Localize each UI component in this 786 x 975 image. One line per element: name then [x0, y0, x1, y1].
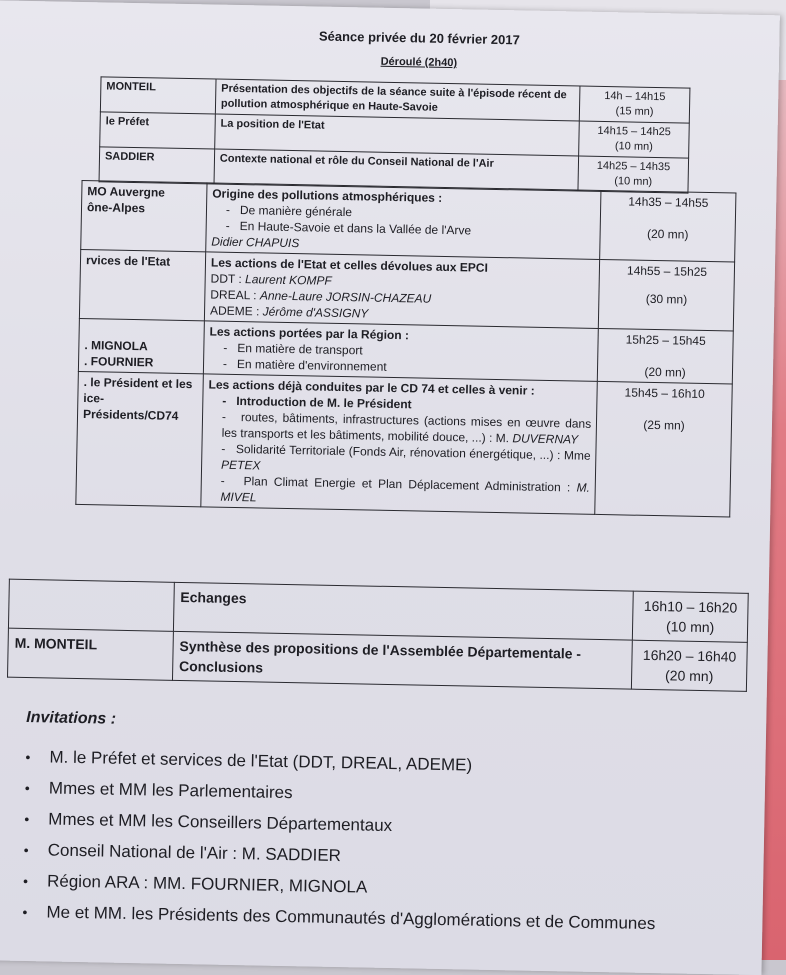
invitations-list — [22, 741, 658, 939]
list-item-text: En matière d'environnement — [236, 357, 387, 374]
bullet-icon: • — [22, 872, 29, 889]
list-item: - De manière générale — [225, 202, 353, 220]
presenter-name: Laurent KOMPF — [244, 272, 332, 288]
presenter-name: Didier CHAPUIS — [211, 234, 300, 251]
table-row — [81, 180, 736, 262]
speaker-line: ône-Alpes — [86, 200, 146, 216]
list-item-text: En Haute-Savoie et dans la Vallée de l'Arve — [239, 219, 472, 238]
content-cell: La position de l'Etat — [215, 114, 580, 156]
time-range: 14h55 – 15h25 — [626, 263, 708, 280]
bullet-icon: • — [23, 841, 29, 858]
list-item: - Solidarité Territoriale (Fonds Air, rénovation énergétique, ...) : Mme PETEX — [220, 441, 591, 473]
time-cell — [579, 121, 689, 158]
presenter-name: DUVERNAY — [512, 431, 579, 447]
presenter-name: M. MIVEL — [220, 480, 591, 505]
duration: (20 mn) — [644, 364, 686, 380]
time-cell — [597, 328, 733, 384]
duration: (10 mn) — [614, 175, 653, 188]
list-item-text: Région ARA : MM. FOURNIER, MIGNOLA — [46, 870, 368, 897]
content-cell — [203, 321, 598, 382]
list-item: - En matière de transport — [223, 340, 363, 358]
content-heading: Les actions déjà conduites par le CD 74 et celles à venir : — [208, 377, 535, 398]
content-cell: Présentation des objectifs de la séance suite à l'épisode récent de pollution atmosphérique en Haute-Savoie — [215, 79, 580, 121]
table-row — [76, 371, 732, 517]
speaker-cell: M. MONTEIL — [8, 628, 174, 680]
agenda-table-2 — [75, 180, 736, 518]
speaker-line: MO Auvergne — [87, 184, 166, 200]
speaker-cell — [81, 180, 207, 251]
content-heading: Les actions de l'Etat et celles dévolues aux EPCI — [210, 255, 488, 275]
content-cell: Echanges — [173, 582, 633, 640]
speaker-cell — [78, 318, 204, 373]
duration: (10 mn) — [614, 140, 653, 153]
content-cell — [206, 183, 602, 260]
speaker-line: . le Président et les — [83, 375, 193, 392]
time-range: 14h – 14h15 — [604, 90, 666, 104]
time-cell — [595, 381, 732, 517]
content-cell: Synthèse des propositions de l'Assemblée Départementale - Conclusions — [172, 631, 632, 689]
time-cell — [600, 190, 736, 262]
agenda-table-1 — [99, 76, 691, 193]
time-cell — [599, 259, 735, 331]
time-range: 14h15 – 14h25 — [597, 124, 671, 139]
speaker-line: . MIGNOLA — [84, 338, 148, 354]
duration: (20 mn) — [664, 667, 714, 685]
presenter-label: ADEME : — [209, 303, 260, 319]
list-item-text: M. le Préfet et services de l'Etat (DDT, DREAL, ADEME) — [49, 746, 473, 775]
list-item-text: Introduction de M. le Président — [236, 393, 412, 412]
list-item-text: Mmes et MM les Conseillers Départementaux — [48, 808, 393, 835]
table-row — [79, 249, 734, 331]
time-range: 16h10 – 16h20 — [643, 597, 738, 616]
list-item: - En matière d'environnement — [222, 356, 387, 374]
list-item: - routes, bâtiments, infrastructures (actions mises en œuvre dans les transports et les bâtiments, mobilité douce, ...) : M. DUVERNAY — [221, 409, 592, 447]
list-item-text: Solidarité Territoriale (Fonds Air, rénovation énergétique, ...) : Mme — [235, 441, 591, 463]
presenter-name: PETEX — [220, 457, 261, 473]
speaker-cell: le Préfet — [100, 112, 216, 149]
presenter-name: Jérôme d'ASSIGNY — [262, 304, 369, 321]
content-heading: Origine des pollutions atmosphériques : — [212, 186, 443, 205]
bullet-icon: • — [24, 810, 30, 827]
presenter-label: DDT : — [210, 271, 242, 287]
list-item: - Introduction de M. le Président — [222, 393, 412, 412]
presenter-name: Anne-Laure JORSIN-CHAZEAU — [259, 288, 432, 306]
page-subtitle: Déroulé (2h40) — [380, 55, 458, 70]
page-title: Séance privée du 20 février 2017 — [318, 28, 520, 48]
list-item: - En Haute-Savoie et dans la Vallée de l'Arve — [225, 218, 472, 238]
presenter-label: DREAL : — [210, 287, 257, 303]
speaker-line: . FOURNIER — [83, 354, 154, 370]
agenda-table-3 — [7, 579, 749, 692]
content-cell — [201, 374, 598, 515]
list-item-text: De manière générale — [239, 203, 353, 220]
invitations-title: Invitations : — [26, 709, 117, 728]
bullet-icon: • — [24, 779, 30, 796]
speaker-cell — [76, 371, 203, 506]
speaker-cell: SADDIER — [99, 147, 215, 184]
duration: (15 mn) — [615, 105, 654, 118]
content-cell: Contexte national et rôle du Conseil National de l'Air — [214, 149, 579, 191]
duration: (25 mn) — [643, 417, 685, 433]
content-heading: Les actions portées par la Région : — [209, 324, 410, 343]
time-cell — [578, 156, 688, 193]
list-item-text: Mmes et MM les Parlementaires — [48, 777, 293, 802]
speaker-cell: rvices de l'Etat — [79, 249, 205, 320]
speaker-line: ice-Présidents/CD74 — [82, 391, 179, 423]
list-item-text: Conseil National de l'Air : M. SADDIER — [47, 839, 342, 865]
time-range: 14h35 – 14h55 — [628, 194, 709, 211]
time-range: 15h25 – 15h45 — [625, 332, 706, 348]
list-item-text: Plan Climat Energie et Plan Déplacement Administration : — [243, 474, 571, 495]
duration: (10 mn) — [665, 618, 715, 636]
speaker-cell — [8, 579, 174, 631]
bullet-icon: • — [22, 903, 28, 920]
time-cell — [631, 640, 747, 691]
duration: (30 mn) — [645, 291, 688, 307]
time-cell — [579, 86, 689, 123]
time-cell — [632, 591, 748, 642]
content-cell — [204, 252, 600, 329]
time-range: 14h25 – 14h35 — [596, 159, 671, 174]
list-item: - Plan Climat Energie et Plan Déplacement Administration : M. MIVEL — [220, 473, 591, 505]
time-range: 16h20 – 16h40 — [642, 646, 737, 665]
bullet-icon: • — [25, 748, 31, 765]
duration: (20 mn) — [646, 226, 689, 242]
list-item-text: routes, bâtiments, infrastructures (actions mises en œuvre dans les transports et les bâtiments, mobilité douce, ...) : M. — [221, 410, 592, 446]
list-item-text: Me et MM. les Présidents des Communautés d'Agglomérations et de Communes — [46, 901, 656, 933]
list-item-text: En matière de transport — [237, 341, 363, 358]
speaker-cell: MONTEIL — [100, 77, 216, 114]
time-range: 15h45 – 16h10 — [624, 385, 705, 401]
